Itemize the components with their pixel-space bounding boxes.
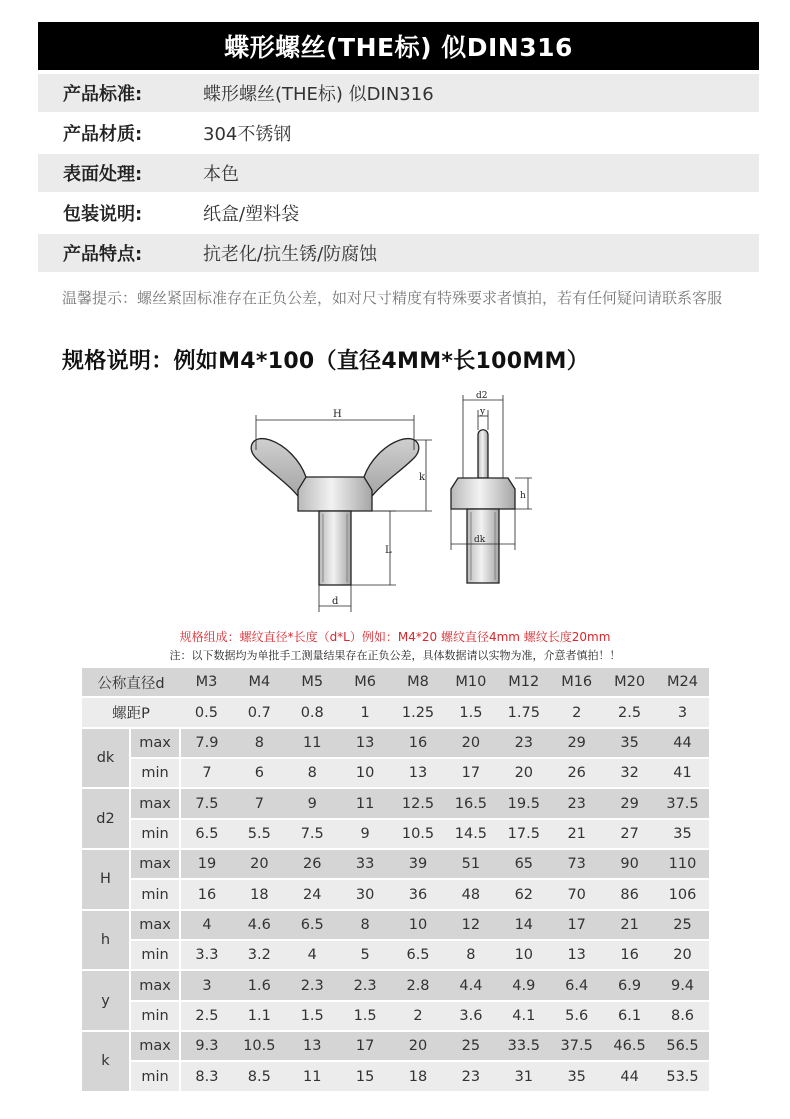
min-cell: 20	[497, 758, 550, 788]
pitch-cell: 1.25	[392, 697, 445, 727]
min-cell: 16	[180, 879, 233, 909]
pitch-cell: 1	[339, 697, 392, 727]
min-cell: 6.5	[392, 940, 445, 970]
max-cell: 9.3	[180, 1031, 233, 1061]
max-cell: 4.4	[444, 970, 497, 1000]
min-cell: 5.6	[550, 1001, 603, 1031]
min-cell: 7	[180, 758, 233, 788]
min-cell: 17	[444, 758, 497, 788]
dimension-table	[82, 668, 709, 1093]
min-cell: 86	[603, 879, 656, 909]
min-cell: 14.5	[444, 819, 497, 849]
max-cell: 9	[286, 788, 339, 818]
max-cell: 10.5	[233, 1031, 286, 1061]
max-cell: 21	[603, 910, 656, 940]
min-cell: 18	[233, 879, 286, 909]
max-cell: 14	[497, 910, 550, 940]
size-cell: M12	[497, 668, 550, 697]
table-header-row	[82, 668, 709, 697]
min-cell: 21	[550, 819, 603, 849]
max-cell: 6.5	[286, 910, 339, 940]
table-row	[82, 940, 709, 970]
tolerance-tip: 温馨提示：螺丝紧固标准存在正负公差，如对尺寸精度有特殊要求者慎拍，若有任何疑问请联系客服	[62, 289, 723, 307]
max-cell: 11	[339, 788, 392, 818]
max-cell: 7.9	[180, 728, 233, 758]
size-cell: M16	[550, 668, 603, 697]
max-cell: 6.9	[603, 970, 656, 1000]
min-cell: 6	[233, 758, 286, 788]
label-L: L	[385, 545, 392, 556]
size-cell: M24	[656, 668, 709, 697]
min-cell: 4.1	[497, 1001, 550, 1031]
pitch-row	[82, 697, 709, 727]
table-row	[82, 1031, 709, 1061]
min-label: min	[130, 758, 180, 788]
max-cell: 6.4	[550, 970, 603, 1000]
max-cell: 51	[444, 849, 497, 879]
label-y: y	[480, 407, 486, 417]
spec-key: 产品材质:	[63, 124, 143, 145]
min-cell: 62	[497, 879, 550, 909]
max-cell: 20	[233, 849, 286, 879]
size-cell: M8	[392, 668, 445, 697]
wing-nut-diagram	[0, 390, 790, 625]
table-row	[82, 819, 709, 849]
min-cell: 48	[444, 879, 497, 909]
max-cell: 39	[392, 849, 445, 879]
pitch-label: 螺距P	[82, 697, 180, 727]
spec-key: 表面处理:	[63, 164, 143, 185]
group-label: H	[82, 849, 130, 910]
min-cell: 36	[392, 879, 445, 909]
min-cell: 7.5	[286, 819, 339, 849]
min-cell: 30	[339, 879, 392, 909]
table-row	[82, 970, 709, 1000]
table-row	[82, 910, 709, 940]
size-cell: M5	[286, 668, 339, 697]
label-d2: d2	[476, 391, 488, 401]
max-cell: 1.6	[233, 970, 286, 1000]
table-row	[82, 879, 709, 909]
min-cell: 10	[339, 758, 392, 788]
min-cell: 26	[550, 758, 603, 788]
size-cell: M3	[180, 668, 233, 697]
max-cell: 4	[180, 910, 233, 940]
front-view	[251, 439, 419, 585]
min-cell: 106	[656, 879, 709, 909]
max-cell: 110	[656, 849, 709, 879]
max-cell: 29	[550, 728, 603, 758]
pitch-cell: 2	[550, 697, 603, 727]
max-cell: 33	[339, 849, 392, 879]
group-label: d2	[82, 788, 130, 849]
max-cell: 23	[497, 728, 550, 758]
max-cell: 35	[603, 728, 656, 758]
max-label: max	[130, 788, 180, 818]
min-cell: 35	[656, 819, 709, 849]
min-cell: 15	[339, 1061, 392, 1091]
table-row	[82, 728, 709, 758]
threaded-shank	[319, 511, 351, 585]
label-h: h	[520, 491, 526, 501]
max-cell: 19	[180, 849, 233, 879]
min-cell: 1.1	[233, 1001, 286, 1031]
spec-value: 抗老化/抗生锈/防腐蚀	[203, 244, 378, 265]
max-cell: 73	[550, 849, 603, 879]
nut-body	[298, 477, 372, 511]
min-cell: 1.5	[286, 1001, 339, 1031]
min-cell: 27	[603, 819, 656, 849]
min-cell: 8.6	[656, 1001, 709, 1031]
group-label: y	[82, 970, 130, 1031]
min-cell: 23	[444, 1061, 497, 1091]
max-cell: 16.5	[444, 788, 497, 818]
max-cell: 33.5	[497, 1031, 550, 1061]
measurement-note: 注：以下数据均为单批手工测量结果存在正负公差，具体数据请以实物为准，介意者慎拍！！	[169, 649, 621, 662]
min-cell: 53.5	[656, 1061, 709, 1091]
min-cell: 8.5	[233, 1061, 286, 1091]
label-dk: dk	[474, 535, 486, 545]
max-cell: 20	[392, 1031, 445, 1061]
max-cell: 65	[497, 849, 550, 879]
table-row	[82, 849, 709, 879]
spec-value: 蝶形螺丝(THE标) 似DIN316	[203, 84, 434, 105]
min-cell: 13	[392, 758, 445, 788]
max-cell: 25	[656, 910, 709, 940]
min-label: min	[130, 1001, 180, 1031]
max-cell: 37.5	[656, 788, 709, 818]
max-cell: 20	[444, 728, 497, 758]
min-cell: 16	[603, 940, 656, 970]
size-cell: M4	[233, 668, 286, 697]
min-cell: 32	[603, 758, 656, 788]
min-cell: 35	[550, 1061, 603, 1091]
max-cell: 23	[550, 788, 603, 818]
spec-value: 本色	[203, 164, 239, 185]
max-cell: 46.5	[603, 1031, 656, 1061]
size-cell: M6	[339, 668, 392, 697]
label-k: k	[419, 472, 426, 483]
min-cell: 70	[550, 879, 603, 909]
spec-row-material	[38, 114, 759, 152]
pitch-cell: 2.5	[603, 697, 656, 727]
min-cell: 8	[286, 758, 339, 788]
max-cell: 11	[286, 728, 339, 758]
min-cell: 6.1	[603, 1001, 656, 1031]
spec-list	[38, 74, 759, 274]
max-label: max	[130, 849, 180, 879]
max-cell: 4.9	[497, 970, 550, 1000]
min-cell: 11	[286, 1061, 339, 1091]
min-cell: 1.5	[339, 1001, 392, 1031]
min-label: min	[130, 879, 180, 909]
max-cell: 10	[392, 910, 445, 940]
min-label: min	[130, 1061, 180, 1091]
table-row	[82, 1001, 709, 1031]
min-cell: 13	[550, 940, 603, 970]
pitch-cell: 1.5	[444, 697, 497, 727]
min-cell: 20	[656, 940, 709, 970]
spec-row-features	[38, 234, 759, 272]
spec-value: 304不锈钢	[203, 124, 292, 145]
pitch-cell: 1.75	[497, 697, 550, 727]
max-cell: 12.5	[392, 788, 445, 818]
table-row	[82, 758, 709, 788]
max-cell: 37.5	[550, 1031, 603, 1061]
min-cell: 24	[286, 879, 339, 909]
pitch-cell: 0.5	[180, 697, 233, 727]
side-wing	[478, 430, 488, 478]
min-cell: 18	[392, 1061, 445, 1091]
table-header-label: 公称直径d	[82, 668, 180, 697]
group-label: h	[82, 910, 130, 971]
min-cell: 4	[286, 940, 339, 970]
max-cell: 2.3	[339, 970, 392, 1000]
min-cell: 10	[497, 940, 550, 970]
max-cell: 44	[656, 728, 709, 758]
min-cell: 2	[392, 1001, 445, 1031]
min-cell: 44	[603, 1061, 656, 1091]
page-title: 蝶形螺丝(THE标) 似DIN316	[38, 22, 759, 70]
min-cell: 9	[339, 819, 392, 849]
pitch-cell: 0.8	[286, 697, 339, 727]
max-cell: 7.5	[180, 788, 233, 818]
max-label: max	[130, 728, 180, 758]
table-row	[82, 1061, 709, 1091]
min-cell: 10.5	[392, 819, 445, 849]
max-cell: 25	[444, 1031, 497, 1061]
spec-key: 包装说明:	[63, 204, 143, 225]
min-cell: 3.2	[233, 940, 286, 970]
side-nut-body	[451, 478, 515, 509]
max-cell: 12	[444, 910, 497, 940]
pitch-cell: 0.7	[233, 697, 286, 727]
side-shank	[467, 509, 499, 583]
spec-row-surface	[38, 154, 759, 192]
min-cell: 8	[444, 940, 497, 970]
label-d: d	[332, 596, 339, 607]
spec-example-title: 规格说明：例如M4*100（直径4MM*长100MM）	[62, 349, 590, 374]
min-cell: 17.5	[497, 819, 550, 849]
spec-key: 产品特点:	[63, 244, 143, 265]
max-cell: 3	[180, 970, 233, 1000]
max-cell: 9.4	[656, 970, 709, 1000]
spec-key: 产品标准:	[63, 84, 143, 105]
max-cell: 17	[339, 1031, 392, 1061]
min-cell: 2.5	[180, 1001, 233, 1031]
label-H: H	[333, 409, 342, 420]
min-cell: 3.3	[180, 940, 233, 970]
size-cell: M20	[603, 668, 656, 697]
max-cell: 29	[603, 788, 656, 818]
max-label: max	[130, 970, 180, 1000]
max-label: max	[130, 1031, 180, 1061]
group-label: dk	[82, 728, 130, 789]
min-label: min	[130, 819, 180, 849]
spec-format-note: 规格组成：螺纹直径*长度（d*L）例如：M4*20 螺纹直径4mm 螺纹长度20mm	[179, 630, 611, 644]
max-cell: 19.5	[497, 788, 550, 818]
spec-row-packaging	[38, 194, 759, 232]
min-cell: 6.5	[180, 819, 233, 849]
max-cell: 7	[233, 788, 286, 818]
pitch-cell: 3	[656, 697, 709, 727]
min-cell: 5.5	[233, 819, 286, 849]
min-cell: 3.6	[444, 1001, 497, 1031]
max-cell: 56.5	[656, 1031, 709, 1061]
max-cell: 4.6	[233, 910, 286, 940]
side-view	[451, 430, 515, 583]
max-cell: 2.8	[392, 970, 445, 1000]
max-cell: 26	[286, 849, 339, 879]
max-cell: 13	[286, 1031, 339, 1061]
spec-row-standard	[38, 74, 759, 112]
max-cell: 90	[603, 849, 656, 879]
min-label: min	[130, 940, 180, 970]
max-cell: 8	[233, 728, 286, 758]
max-label: max	[130, 910, 180, 940]
group-label: k	[82, 1031, 130, 1092]
min-cell: 8.3	[180, 1061, 233, 1091]
max-cell: 2.3	[286, 970, 339, 1000]
size-cell: M10	[444, 668, 497, 697]
spec-value: 纸盒/塑料袋	[203, 204, 300, 225]
min-cell: 5	[339, 940, 392, 970]
min-cell: 31	[497, 1061, 550, 1091]
max-cell: 13	[339, 728, 392, 758]
table-row	[82, 788, 709, 818]
max-cell: 17	[550, 910, 603, 940]
min-cell: 41	[656, 758, 709, 788]
max-cell: 16	[392, 728, 445, 758]
max-cell: 8	[339, 910, 392, 940]
